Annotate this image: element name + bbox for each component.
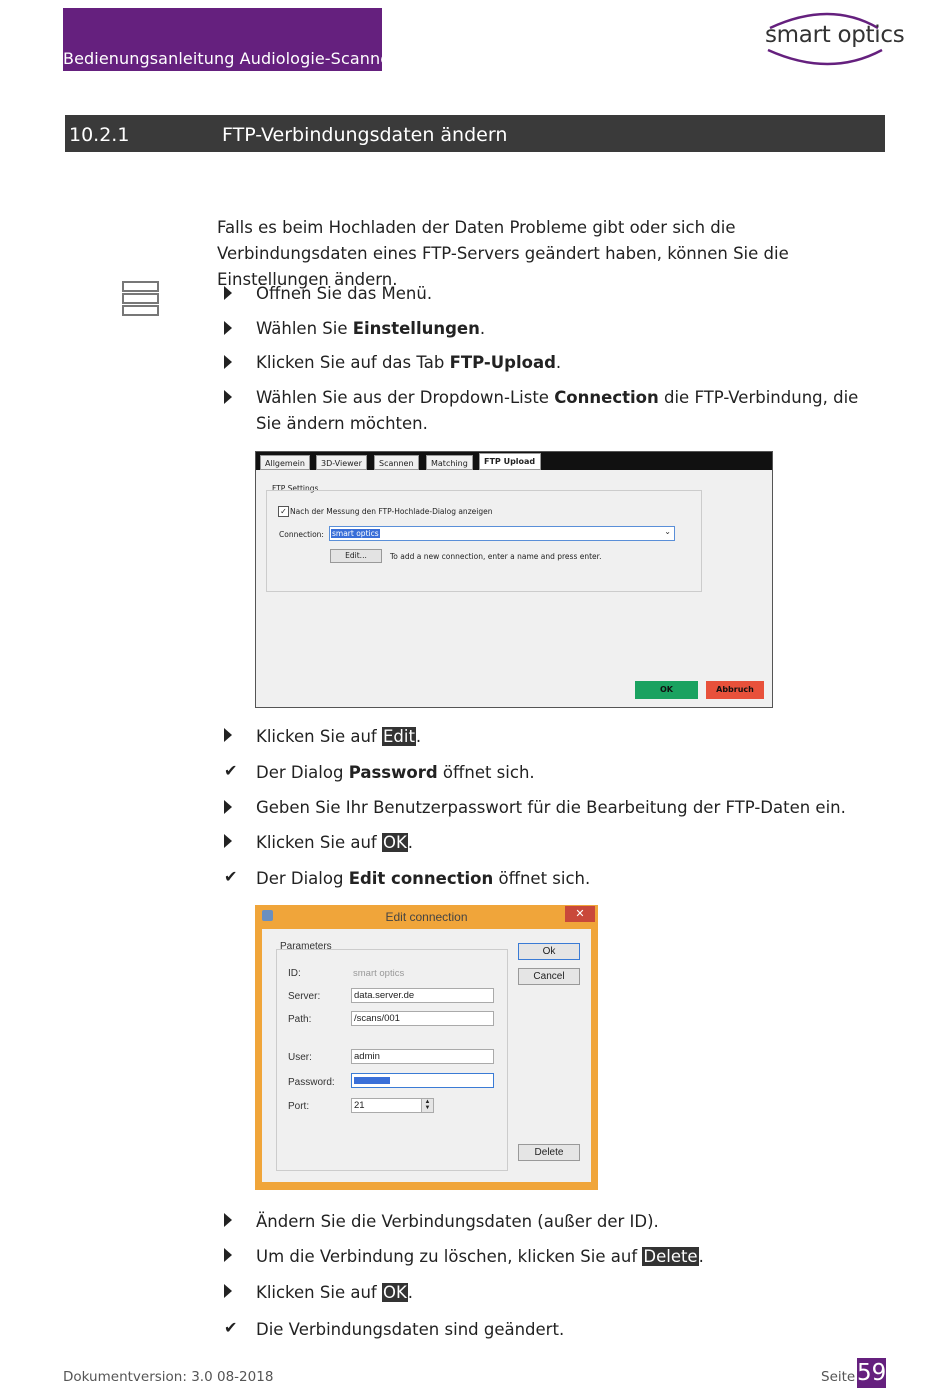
step-arrow-icon [224,728,240,742]
tab-allgemein[interactable]: Allgemein [260,455,310,470]
step-arrow-icon [224,800,240,814]
dialog-body [262,929,591,1182]
edit-button[interactable]: Edit... [330,549,382,563]
step-arrow-icon [224,321,240,335]
step-arrow-icon [224,1248,240,1262]
edit-connection-screenshot [255,905,598,1190]
show-dialog-checkbox[interactable]: ✓ [278,506,289,517]
dialog-ok-button[interactable]: Ok [518,943,580,960]
tab-ftp-upload[interactable]: FTP Upload [479,453,541,470]
dialog-title: Edit connection [385,910,468,924]
step-arrow-icon [224,834,240,848]
step-choose-connection: Wählen Sie aus der Dropdown-Liste Connection die FTP-Verbindung, die Sie ändern möchten. [256,388,859,433]
path-label: Path: [288,1014,312,1025]
close-icon[interactable]: ✕ [565,906,595,922]
connection-hint: To add a new connection, enter a name and press enter. [390,552,602,561]
step-select-settings: Wählen Sie Einstellungen. [256,319,486,338]
step-click-edit: Klicken Sie auf Edit. [256,727,422,746]
id-label: ID: [288,968,301,979]
password-label: Password: [288,1077,335,1088]
section-title: FTP-Verbindungsdaten ändern [222,124,508,146]
chevron-down-icon: ⌄ [664,527,671,536]
step-arrow-icon [224,355,240,369]
page-number: 59 [857,1360,887,1386]
id-value: smart optics [353,968,405,979]
step-click-ok: Klicken Sie auf OK. [256,833,414,852]
result-check-icon: ✔ [224,1318,238,1337]
step-confirm-ok: Klicken Sie auf OK. [256,1283,414,1302]
port-label: Port: [288,1101,310,1112]
password-selection [354,1077,390,1084]
path-field[interactable]: /scans/001 [351,1011,494,1026]
logo: smart optics [765,22,905,48]
result-password-dialog: Der Dialog Password öffnet sich. [256,763,535,782]
parameters-label: Parameters [280,941,332,952]
tab-3d-viewer[interactable]: 3D-Viewer [316,455,367,470]
tab-scannen[interactable]: Scannen [374,455,419,470]
dialog-delete-button[interactable]: Delete [518,1144,580,1161]
step-arrow-icon [224,1284,240,1298]
ftp-settings-screenshot [255,451,773,708]
result-data-changed: Die Verbindungsdaten sind geändert. [256,1320,565,1339]
server-field[interactable]: data.server.de [351,988,494,1003]
spin-arrows-icon[interactable]: ▲ ▼ [421,1099,433,1112]
step-arrow-icon [224,286,240,300]
ftp-panel [256,470,772,707]
step-arrow-icon [224,1213,240,1227]
connection-label: Connection: [279,530,324,539]
checkbox-label: Nach der Messung den FTP-Hochlade-Dialog anzeigen [290,507,493,516]
ftp-settings-group [266,490,702,592]
user-label: User: [288,1052,312,1063]
step-change-data: Ändern Sie die Verbindungsdaten (außer der ID). [256,1212,659,1231]
section-number: 10.2.1 [69,124,130,146]
result-check-icon: ✔ [224,867,238,886]
user-field[interactable]: admin [351,1049,494,1064]
tab-matching[interactable]: Matching [426,455,473,470]
document-date: 08-2018 [217,1369,274,1385]
port-stepper[interactable]: 21 ▲ ▼ [351,1098,434,1113]
result-check-icon: ✔ [224,761,238,780]
step-enter-password: Geben Sie Ihr Benutzerpasswort für die Bearbeitung der FTP-Daten ein. [256,798,846,817]
menu-icon [122,281,159,316]
page-label: Seite [821,1369,856,1385]
document-title: Bedienungsanleitung Audiologie-Scanner [63,49,397,68]
step-open-menu: Öffnen Sie das Menü. [256,284,433,303]
intro-paragraph: Falls es beim Hochladen der Daten Probleme gibt oder sich die Verbindungsdaten eines FTP-Servers geändert haben, können Sie die Einstellungen ändern. [217,218,789,289]
document-version: Dokumentversion: 3.0 [63,1369,213,1385]
connection-dropdown[interactable] [329,526,675,541]
step-click-ftp-tab: Klicken Sie auf das Tab FTP-Upload. [256,353,562,372]
result-edit-connection-dialog: Der Dialog Edit connection öffnet sich. [256,869,591,888]
ok-button[interactable]: OK [635,681,698,699]
connection-value: smart optics [332,529,379,538]
step-delete-connection: Um die Verbindung zu löschen, klicken Sie auf Delete. [256,1247,704,1266]
cancel-button[interactable]: Abbruch [706,681,764,699]
password-field[interactable] [351,1073,494,1088]
dialog-cancel-button[interactable]: Cancel [518,968,580,985]
group-title: FTP Settings [272,484,319,493]
server-label: Server: [288,991,321,1002]
step-arrow-icon [224,390,240,404]
